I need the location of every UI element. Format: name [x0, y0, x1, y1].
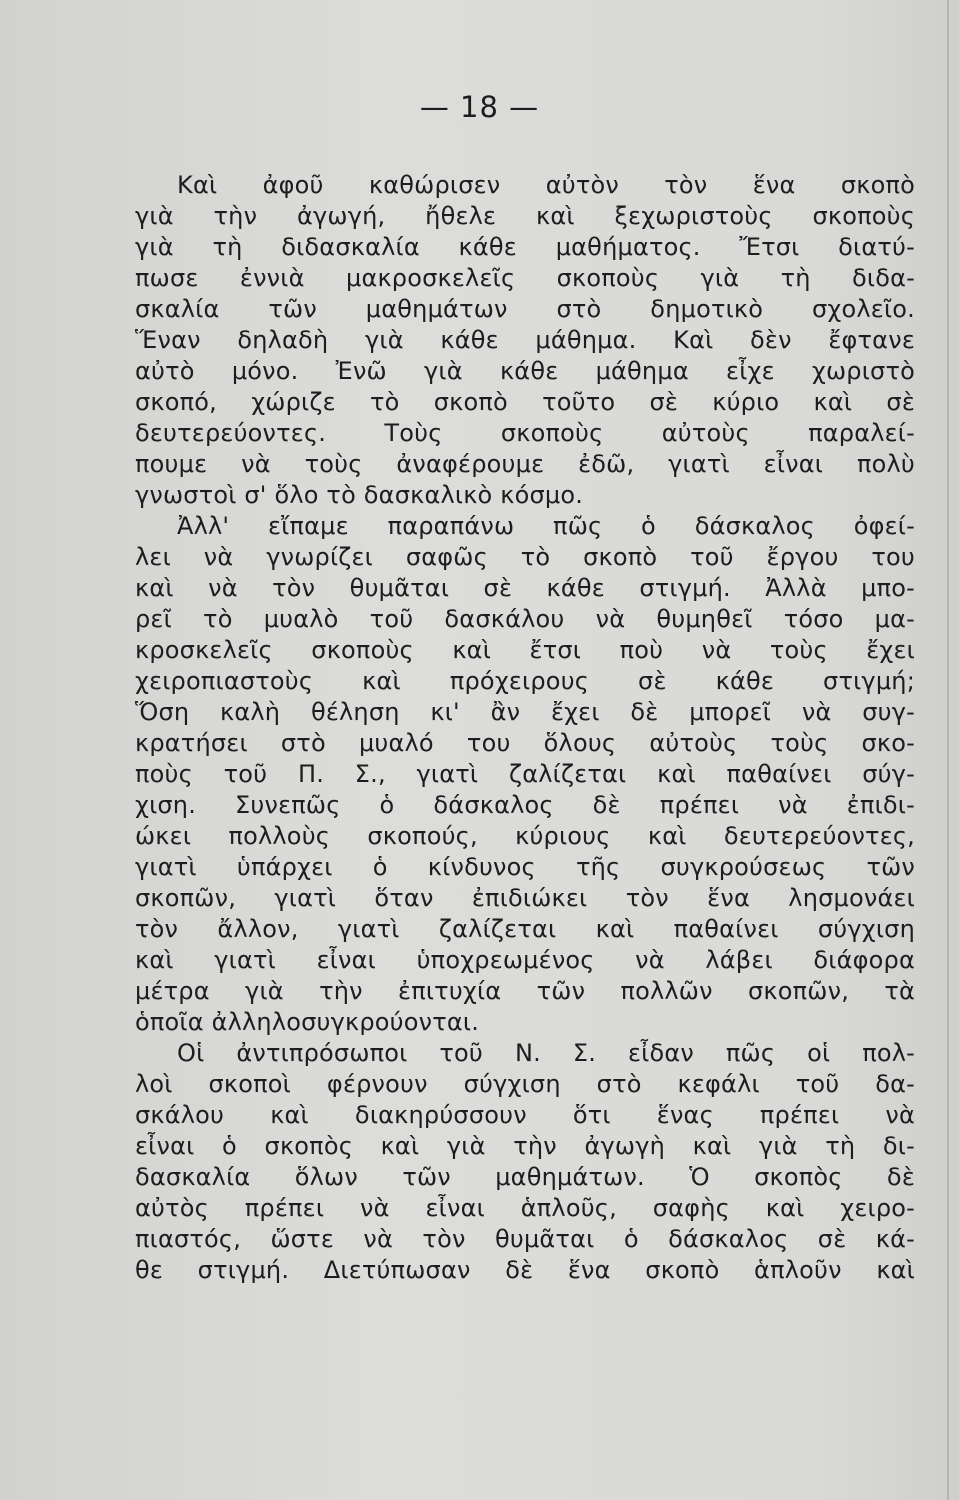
text-line: μέτρα γιὰ τὴν ἐπιτυχία τῶν πολλῶν σκοπῶν, τὰ	[135, 977, 915, 1005]
text-line: σκαλία τῶν μαθημάτων στὸ δημοτικὸ σχολεῖο.	[135, 295, 915, 323]
text-line: πωσε ἐννιὰ μακροσκελεῖς σκοποὺς γιὰ τὴ διδα-	[135, 264, 915, 292]
text-line: δευτερεύοντες. Τοὺς σκοποὺς αὐτοὺς παραλεί-	[135, 419, 915, 447]
text-line: πουμε νὰ τοὺς ἀναφέρουμε ἐδῶ, γιατὶ εἶναι πολὺ	[135, 450, 915, 478]
text-line: σκοπῶν, γιατὶ ὅταν ἐπιδιώκει τὸν ἕνα λησμονάει	[135, 884, 915, 912]
text-line: Οἱ ἀντιπρόσωποι τοῦ Ν. Σ. εἶδαν πῶς οἱ πολ-	[177, 1039, 915, 1067]
text-line: χιση. Συνεπῶς ὁ δάσκαλος δὲ πρέπει νὰ ἐπιδι-	[135, 791, 915, 819]
text-line: ὁποῖα ἀλληλοσυγκρούονται.	[135, 1008, 480, 1036]
text-line: πιαστός, ὥστε νὰ τὸν θυμᾶται ὁ δάσκαλος σὲ κά-	[135, 1225, 915, 1253]
text-line: γιὰ τὴ διδασκαλία κάθε μαθήματος. Ἔτσι διατύ-	[135, 233, 915, 261]
text-line: θε στιγμή. Διετύπωσαν δὲ ἕνα σκοπὸ ἁπλοῦν καὶ	[135, 1256, 915, 1284]
page-fold-line	[947, 0, 949, 1500]
text-line: αὐτὸ μόνο. Ἐνῶ γιὰ κάθε μάθημα εἶχε χωριστὸ	[135, 357, 915, 385]
text-line: Ὅση καλὴ θέληση κι' ἂν ἔχει δὲ μπορεῖ νὰ συγ-	[135, 698, 915, 726]
text-line: τὸν ἄλλον, γιατὶ ζαλίζεται καὶ παθαίνει σύγχιση	[135, 915, 915, 943]
text-line: λοὶ σκοποὶ φέρνουν σύγχιση στὸ κεφάλι τοῦ δα-	[135, 1070, 915, 1098]
body-text	[135, 170, 915, 1286]
text-line: λει νὰ γνωρίζει σαφῶς τὸ σκοπὸ τοῦ ἔργου του	[135, 543, 915, 571]
text-line: γιὰ τὴν ἀγωγή, ἤθελε καὶ ξεχωριστοὺς σκοποὺς	[135, 202, 915, 230]
text-line: καὶ νὰ τὸν θυμᾶται σὲ κάθε στιγμή. Ἀλλὰ μπο-	[135, 574, 915, 602]
text-line: ώκει πολλοὺς σκοπούς, κύριους καὶ δευτερεύοντες,	[135, 822, 915, 850]
text-line: Ἕναν δηλαδὴ γιὰ κάθε μάθημα. Καὶ δὲν ἔφτανε	[135, 326, 915, 354]
text-line: γνωστοὶ σ' ὅλο τὸ δασκαλικὸ κόσμο.	[135, 481, 584, 509]
text-line: κρατήσει στὸ μυαλό του ὅλους αὐτοὺς τοὺς σκο-	[135, 729, 915, 757]
page-number: — 18 —	[419, 90, 540, 124]
text-line: Καὶ ἀφοῦ καθώρισεν αὐτὸν τὸν ἕνα σκοπὸ	[177, 171, 915, 199]
text-line: δασκαλία ὅλων τῶν μαθημάτων. Ὁ σκοπὸς δὲ	[135, 1163, 915, 1191]
text-line: αὐτὸς πρέπει νὰ εἶναι ἁπλοῦς, σαφὴς καὶ χειρο-	[135, 1194, 915, 1222]
text-line: ποὺς τοῦ Π. Σ., γιατὶ ζαλίζεται καὶ παθαίνει σύγ-	[135, 760, 915, 788]
text-line: σκάλου καὶ διακηρύσσουν ὅτι ἕνας πρέπει νὰ	[135, 1101, 915, 1129]
text-line: εἶναι ὁ σκοπὸς καὶ γιὰ τὴν ἀγωγὴ καὶ γιὰ τὴ δι-	[135, 1132, 915, 1160]
text-line: σκοπό, χώριζε τὸ σκοπὸ τοῦτο σὲ κύριο καὶ σὲ	[135, 388, 915, 416]
text-line: κροσκελεῖς σκοποὺς καὶ ἔτσι ποὺ νὰ τοὺς ἔχει	[135, 636, 915, 664]
text-line: χειροπιαστοὺς καὶ πρόχειρους σὲ κάθε στιγμή;	[135, 667, 915, 695]
text-line: Ἀλλ' εἴπαμε παραπάνω πῶς ὁ δάσκαλος ὀφεί-	[177, 512, 915, 540]
text-line: ρεῖ τὸ μυαλὸ τοῦ δασκάλου νὰ θυμηθεῖ τόσο μα-	[135, 605, 915, 633]
text-line: γιατὶ ὑπάρχει ὁ κίνδυνος τῆς συγκρούσεως τῶν	[135, 853, 915, 881]
text-line: καὶ γιατὶ εἶναι ὑποχρεωμένος νὰ λάβει διάφορα	[135, 946, 915, 974]
